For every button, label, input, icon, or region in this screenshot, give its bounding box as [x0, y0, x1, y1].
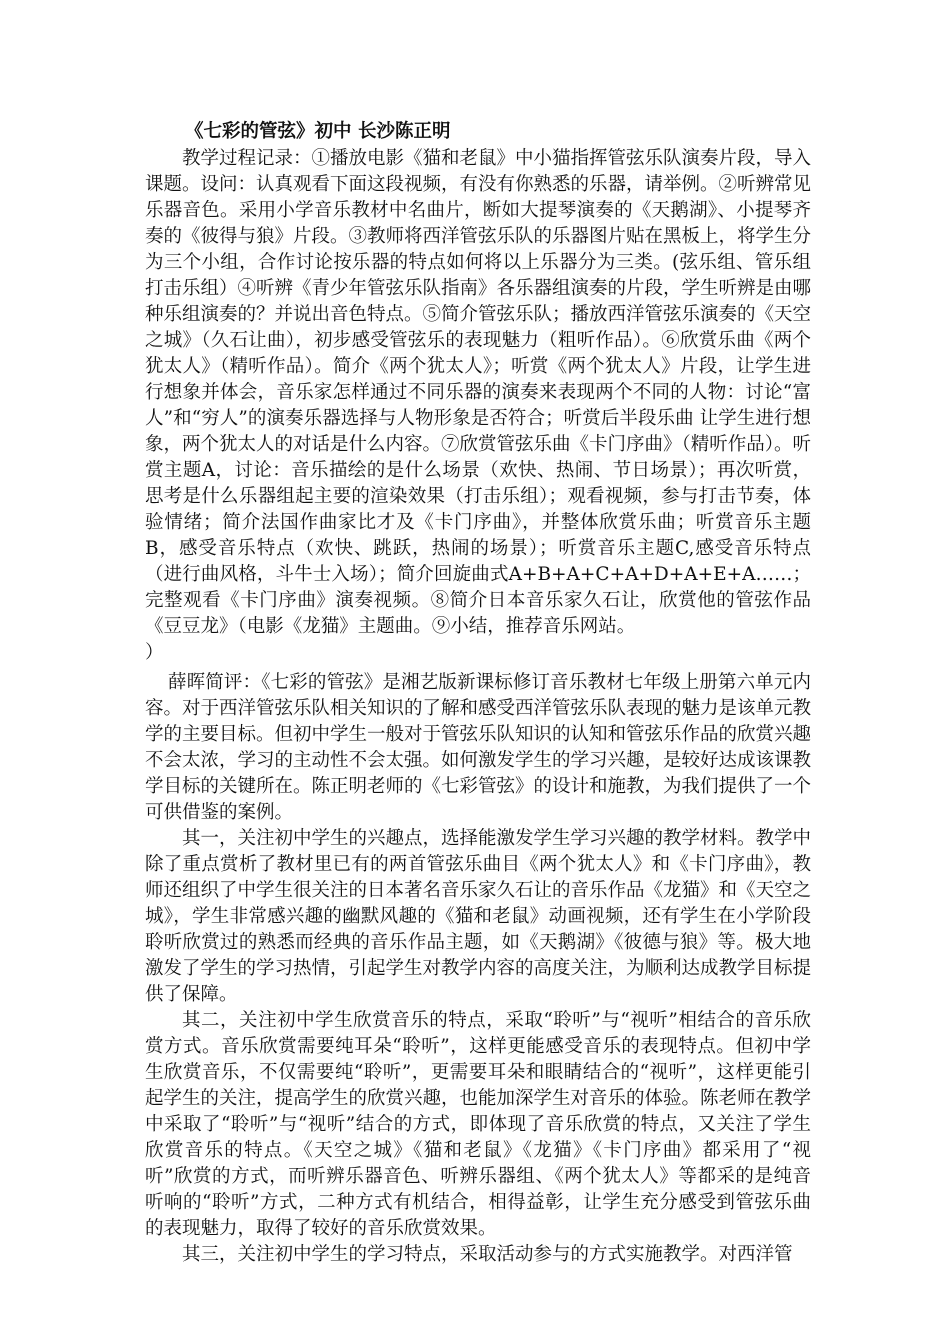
- paragraph-point-three: 其三，关注初中学生的学习特点，采取活动参与的方式实施教学。对西洋管: [182, 1244, 793, 1265]
- document-page: [145, 118, 811, 1268]
- paragraph-lesson-record: 教学过程记录：①播放电影《猫和老鼠》中小猫指挥管弦乐队演奏片段，导入课题。设问：认真观看下面这段视频，有没有你熟悉的乐器，请举例。②听辨常见乐器音色。采用小学音乐教材中名曲片，断如大提琴演奏的《天鹅湖》、小提琴齐奏的《彼得与狼》片段。③教师将西洋管弦乐队的乐器图片贴在黑板上，将学生分为三个小组，合作讨论按乐器的特点如何将以上乐器分为三类。(弦乐组、管乐组打击乐组）④听辨《青少年管弦乐队指南》各乐器组演奏的片段，学生听辨是由哪种乐组演奏的？并说出音色特点。⑤简介管弦乐队；播放西洋管弦乐演奏的《天空之城》（久石让曲），初步感受管弦乐的表现魅力（粗听作品）。⑥欣赏乐曲《两个犹太人》（精听作品）。简介《两个犹太人》；听赏《两个犹太人》片段，让学生进行想象并体会，音乐家怎样通过不同乐器的演奏来表现两个不同的人物：讨论“富人”和“穷人”的演奏乐器选择与人物形象是否符合；听赏后半段乐曲 让学生进行想象，两个犹太人的对话是什么内容。⑦欣赏管弦乐曲《卡门序曲》（精听作品）。听赏主题A，讨论：音乐描绘的是什么场景（欢快、热闹、节日场景）；再次听赏，思考是什么乐器组起主要的渲染效果（打击乐组）；观看视频，参与打击节奏，体验情绪；简介法国作曲家比才及《卡门序曲》，并整体欣赏乐曲；听赏音乐主题B，感受音乐特点（欢快、跳跃，热闹的场景）；听赏音乐主题C,感受音乐特点（进行曲风格，斗牛士入场）；简介回旋曲式A+B+A+C+A+D+A+E+A……；完整观看《卡门序曲》演奏视频。⑧简介日本音乐家久石让，欣赏他的管弦作品《豆豆龙》（电影《龙猫》主题曲。⑨小结，推荐音乐网站。: [145, 148, 812, 637]
- paragraph-closing-paren: ）: [145, 642, 164, 663]
- document-title: 《七彩的管弦》初中 长沙陈正明: [185, 121, 451, 142]
- paragraph-point-two: 其二，关注初中学生欣赏音乐的特点，采取“聆听”与“视听”相结合的音乐欣赏方式。音乐欣赏需要纯耳朵“聆听”，这样更能感受音乐的表现特点。但初中学生欣赏音乐，不仅需要纯“聆听”，更需要耳朵和眼睛结合的“视听”，这样更能引起学生的关注，提高学生的欣赏兴趣，也能加深学生对音乐的体验。陈老师在教学中采取了“聆听”与“视听”结合的方式，即体现了音乐欣赏的特点，又关注了学生欣赏音乐的特点。《天空之城》《猫和老鼠》《龙猫》《卡门序曲》都采用了“视听”欣赏的方式，而听辨乐器音色、听辨乐器组、《两个犹太人》等都采的是纯音听响的“聆听”方式，二种方式有机结合，相得益彰，让学生充分感受到管弦乐曲的表现魅力，取得了较好的音乐欣赏效果。: [145, 1010, 812, 1239]
- paragraph-point-one: 其一，关注初中学生的兴趣点，选择能激发学生学习兴趣的教学材料。教学中除了重点赏析了教材里已有的两首管弦乐曲目《两个犹太人》和《卡门序曲》，教师还组织了中学生很关注的日本著名音乐家久石让的音乐作品《龙猫》和《天空之城》，学生非常感兴趣的幽默风趣的《猫和老鼠》动画视频，还有学生在小学阶段聆听欣赏过的熟悉而经典的音乐作品主题，如《天鹅湖》《彼德与狼》等。极大地激发了学生的学习热情，引起学生对教学内容的高度关注，为顺利达成教学目标提供了保障。: [145, 828, 812, 1005]
- paragraph-review-intro: 薛晖简评：《七彩的管弦》是湘艺版新课标修订音乐教材七年级上册第六单元内容。对于西洋管弦乐队相关知识的了解和感受西洋管弦乐队表现的魅力是该单元教学的主要目标。但初中学生一般对于管弦乐队知识的认知和管弦乐作品的欣赏兴趣不会太浓，学习的主动性不会太强。如何激发学生的学习兴趣，是较好达成该课教学目标的关键所在。陈正明老师的《七彩管弦》的设计和施教，为我们提供了一个可供借鉴的案例。: [145, 672, 812, 823]
